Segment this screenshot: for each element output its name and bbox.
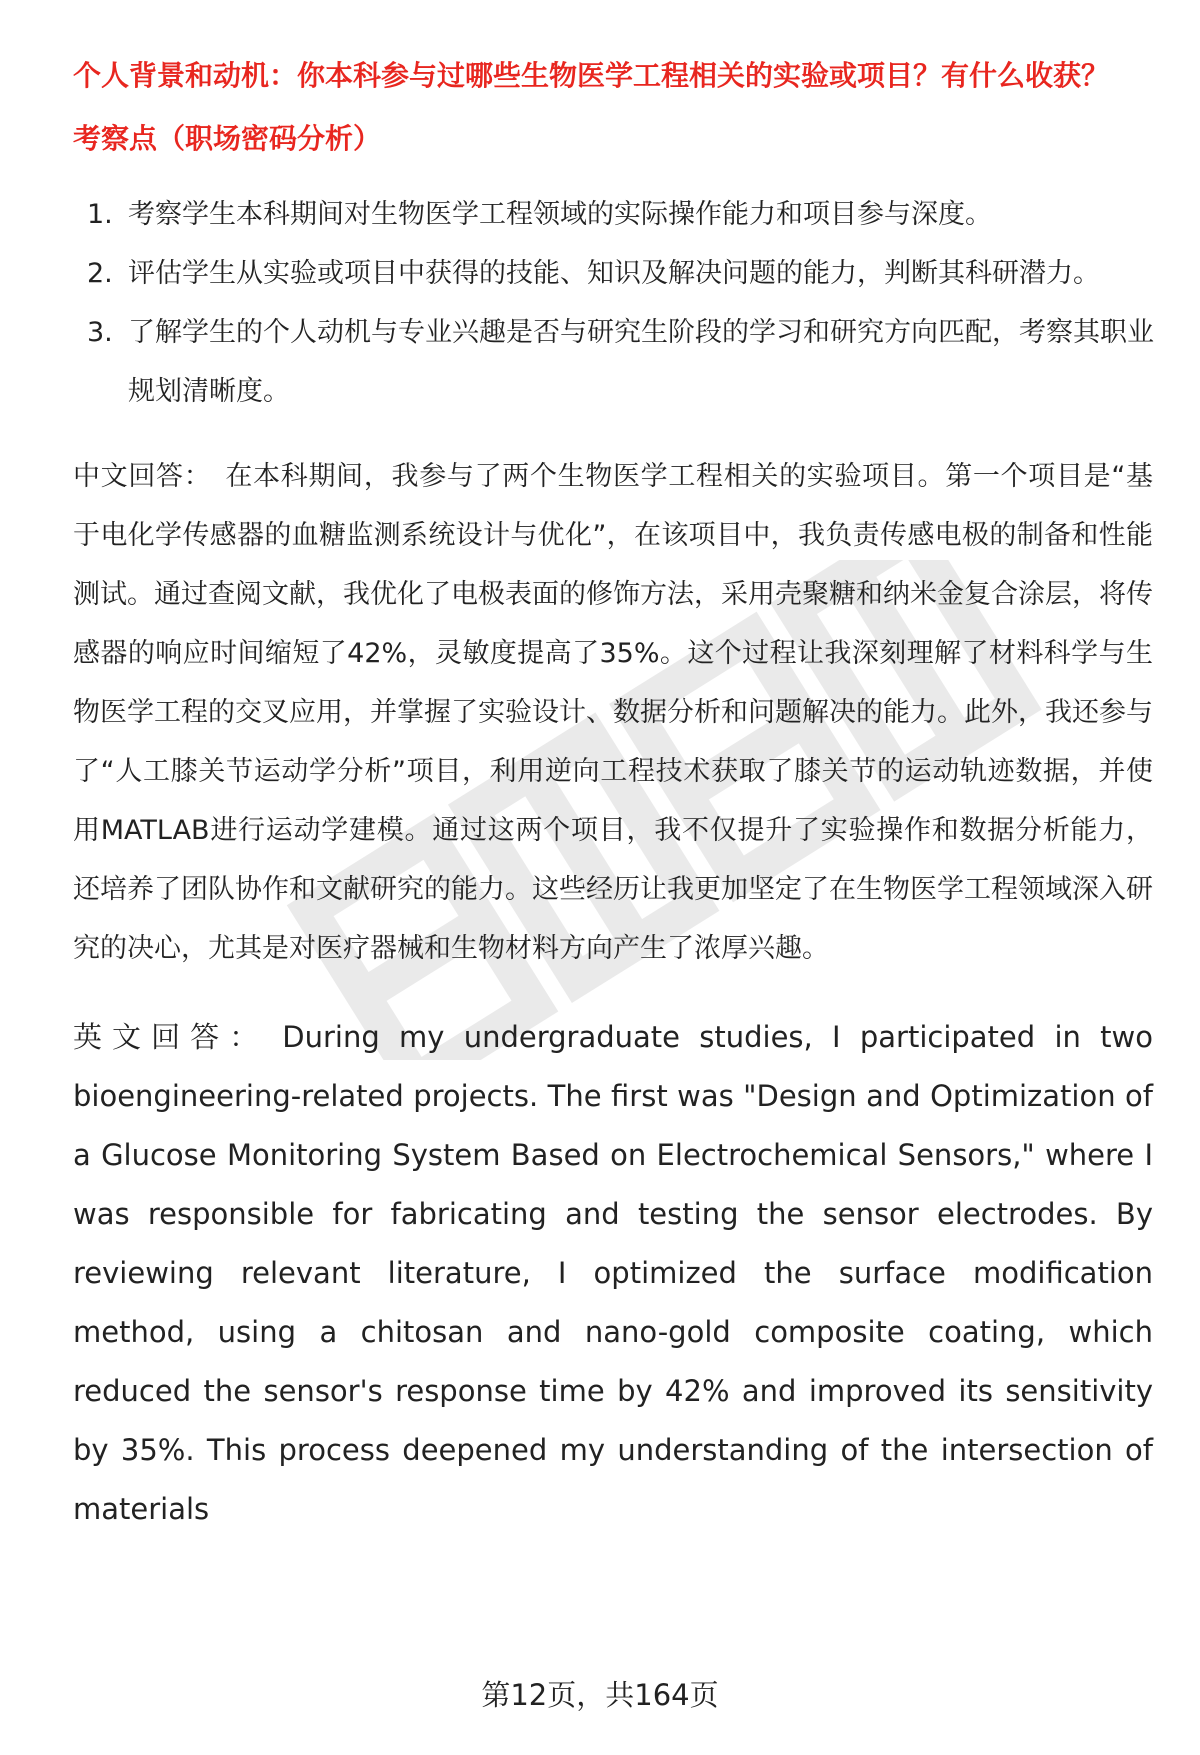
english-answer-text: During my undergraduate studies, I participated in two bioengineering-related projects. The first was "Design and Optimization of a Glucose Monitoring System Based on Electrochemical Sensors," where I was responsible for fabricating and testing the sensor electrodes. By reviewing relevant literature, I optimized the surface modification method, using a chitosan and nano-gold composite coating, which reduced the sensor's response time by 42% and improved its sensitivity by 35%. This process deepened my understanding of the intersection of materials <box>73 1020 1153 1526</box>
assessment-point <box>73 303 1158 421</box>
assessment-point <box>73 185 1158 244</box>
chinese-answer-label: 中文回答： <box>73 461 212 492</box>
page-number-footer: 第12页，共164页 <box>481 1678 719 1712</box>
point-number: 1. <box>87 199 113 230</box>
point-number: 2. <box>87 258 113 289</box>
chinese-answer-text: 在本科期间，我参与了两个生物医学工程相关的实验项目。第一个项目是“基于电化学传感器的血糖监测系统设计与优化”，在该项目中，我负责传感电极的制备和性能测试。通过查阅文献，我优化了电极表面的修饰方法，采用壳聚糖和纳米金复合涂层，将传感器的响应时间缩短了42%，灵敏度提高了35%。这个过程让我深刻理解了材料科学与生物医学工程的交叉应用，并掌握了实验设计、数据分析和问题解决的能力。此外，我还参与了“人工膝关节运动学分析”项目，利用逆向工程技术获取了膝关节的运动轨迹数据，并使用MATLAB进行运动学建模。通过这两个项目，我不仅提升了实验操作和数据分析能力，还培养了团队协作和文献研究的能力。这些经历让我更加坚定了在生物医学工程领域深入研究的决心，尤其是对医疗器械和生物材料方向产生了浓厚兴趣。 <box>73 461 1153 964</box>
assessment-points-list <box>73 185 1153 421</box>
point-text: 了解学生的个人动机与专业兴趣是否与研究生阶段的学习和研究方向匹配，考察其职业规划清晰度。 <box>128 317 1154 407</box>
english-answer-label: 英文回答： <box>73 1020 269 1054</box>
point-text: 考察学生本科期间对生物医学工程领域的实际操作能力和项目参与深度。 <box>128 199 992 230</box>
assessment-point <box>73 244 1158 303</box>
english-answer <box>73 1008 1153 1539</box>
assessment-heading: 考察点（职场密码分析） <box>73 122 382 155</box>
main-content <box>73 55 1153 1539</box>
point-number: 3. <box>87 317 113 348</box>
chinese-answer <box>73 447 1153 978</box>
point-text: 评估学生从实验或项目中获得的技能、知识及解决问题的能力，判断其科研潜力。 <box>128 258 1100 289</box>
question-title: 个人背景和动机：你本科参与过哪些生物医学工程相关的实验或项目？有什么收获？ <box>73 59 1110 92</box>
